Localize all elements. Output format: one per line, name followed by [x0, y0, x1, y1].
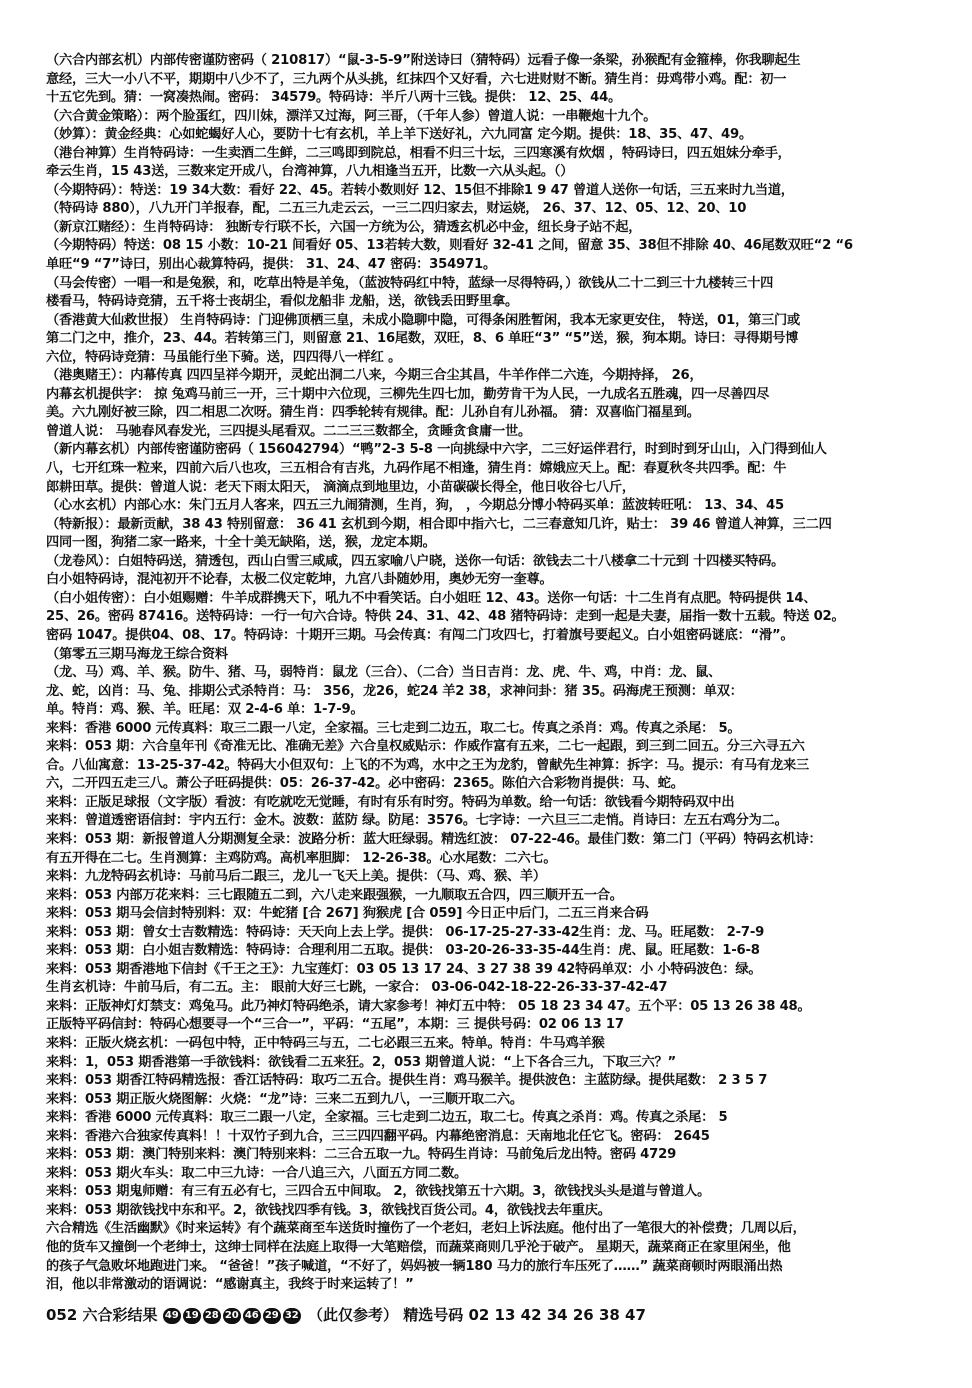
- text-line: 白小姐特码诗，混沌初开不论春，太极二仪定乾坤，九宫八卦随妙用，奥妙无穷一奎尊。: [46, 572, 553, 588]
- text-line: 密码 1047。提供04、08、17。特码诗：十期开三期。马会传真：有闯二门攻四七，打着旗号要起义。白小姐密码谜底：“滑”。: [46, 627, 794, 643]
- text-line: 楼看马，特码诗竞猜，五千将士丧胡尘，看似龙船非 龙船，送，欲钱丢田野里拿。: [46, 294, 518, 310]
- result-ball: 20: [223, 1308, 241, 1324]
- text-line: （港奥赌王）：内幕传真 四四呈祥今期开，灵蛇出洞二八来，今期三合尘其昌，牛羊作伴二六连，今期持择， 26，: [46, 368, 703, 384]
- text-line: 来料：053 期香江特码精选报：香江话特码：取巧二五合。提供生肖：鸡马猴羊。提供波色：主蓝防绿。提供尾数： 2 3 5 7: [46, 1073, 768, 1089]
- text-line: 的孩子气急败坏地跑进门来。 “爸爸！”孩子喊道，“不好了，妈妈被一辆180 马力的旅行车压死了……” 蔬菜商顿时两眼涌出热: [46, 1258, 783, 1274]
- text-line: 龙、蛇，凶肖：马、兔、排期公式杀特肖：马： 356，龙26，蛇24 羊2 38，求神问卦：猪 35。码海虎王预测：单双：: [46, 683, 743, 699]
- result-footer: [46, 1303, 928, 1327]
- text-line: 八，七开红珠一粒来，四前六后八也攻，三五相合有吉兆，九码作尾不相逢，猜生肖：嫦娥应天上。配：春夏秋冬共四季。配：牛: [46, 461, 787, 477]
- text-line: （新内幕玄机）内部传密谨防密码（ 156042794）“鸭”2-3 5-8 一向挑绿中六字，二三好运伴君行，时到时到牙山山，入门得到仙人: [46, 442, 827, 458]
- result-label: 052 六合彩结果: [46, 1306, 158, 1324]
- text-line: 他的货车又撞倒一个老绅士，这绅士同样在法庭上取得一大笔赔偿，而蔬菜商则几乎沦于破产。 星期天，蔬菜商正在家里闲坐，他: [46, 1240, 791, 1255]
- text-line: 六，二开四五走三八。萧公子旺码提供：05：26-37-42。必中密码：2365。陈伯六合彩物肖提供：马、蛇。: [46, 776, 684, 792]
- text-line: 来料：053 期：新报曾道人分期测复全录：波路分析：蓝大旺绿弱。精选红波： 07-22-46。最佳门数：第二门（平码）特码玄机诗：: [46, 831, 822, 847]
- text-line: 有五开得在二七。生肖测算：主鸡防鸡。高机率胆脚： 12-26-38。心水尾数：二六七。: [46, 850, 557, 866]
- text-line: 曾道人说： 马驰春风春发光，三四提头尾看双。二二三三数都全，贪睡贪食庸一世。: [46, 423, 531, 439]
- text-line: （心水玄机）内部心水：朱门五月人客来，四五三九闹猜测，生肖，狗， ，今期总分博小特码买单：蓝波转旺吼： 13、34、45: [46, 498, 784, 514]
- text-line: 牵云生肖，15 43送，三数来定开成八，台湾神算，八九相逢当五开，比数一六从头起。（）: [46, 164, 574, 180]
- text-line: 内幕玄机提供字： 掠 兔鸡马前三一开，三十期中六位现，三柳先生四七加，勤劳肯干为人民，一九成名五胜魂，四一尽善四尽: [46, 386, 770, 402]
- text-line: （港台神算）生肖特码诗：一生卖酒二生鲜，二三鸣即到院总，相看不归三十坛，三四寒溪有炊烟 ，特码诗曰，四五姐妹分牵手，: [46, 145, 791, 161]
- text-line: 来料：053 期正版火烧图解：火烧：“龙”诗：三来二五到九八，一三顺开取二六。: [46, 1091, 523, 1107]
- result-note: （此仅参考） 精选号码 02 13 42 34 26 38 47: [308, 1306, 646, 1324]
- result-ball: 29: [263, 1308, 281, 1324]
- text-line: 来料：053 内部万花来料：三七跟随五二到，六八走来跟强猴，一九顺取五合四，四三顺开五一合。: [46, 887, 623, 903]
- text-line: 六合精选《生活幽默》《时来运转》有个蔬菜商至车送货时撞伤了一个老妇，老妇上诉法庭。他付出了一笔很大的补偿费；几周以后，: [46, 1221, 806, 1237]
- result-ball: 19: [183, 1308, 201, 1324]
- result-ball: 32: [283, 1308, 301, 1324]
- text-line: 四同一图，狗猪二家一路来，十全十美无缺陷，送，猴，龙定本期。: [46, 535, 436, 551]
- text-line: 十五它先到。猜：一窝凑热闹。密码： 34579。特码诗：半斤八两十三钱。提供： 12、25、44。: [46, 90, 622, 106]
- text-line: 第二门之中，推介，23、44。若转第三门，则留意 21、16尾数，双旺，8、6 单旺“3” “5”送，猴，狗本期。诗曰：寻得期号博: [46, 331, 799, 347]
- text-line: 泪，他以非常激动的语调说：“感谢真主，我终于时来运转了！”: [46, 1277, 414, 1293]
- text-line: 来料：正版神灯灯禁支：鸡兔马。此乃神灯特码绝杀，请大家参考！神灯五中特： 05 18 23 34 47。五个平：05 13 26 38 48。: [46, 998, 811, 1014]
- text-line: 来料：053 期：白小姐吉数精选：特码诗：合理利用二五取。提供： 03-20-26-33-35-44生肖：虎、鼠。旺尾数：1-6-8: [46, 943, 760, 959]
- text-line: 来料：九龙特码玄机诗：马前马后二跟三，龙儿一飞天上美。提供：（马、鸡、猴、羊）: [46, 869, 546, 885]
- text-line: 来料：053 期：曾女士吉数精选：特码诗：天天向上去上学。提供： 06-17-25-27-33-42生肖：龙、马。旺尾数： 2-7-9: [46, 924, 765, 940]
- result-balls: [163, 1306, 303, 1324]
- text-line: （新京江赌经）：生肖特码诗： 独断专行联不长，六国一方统为公，猜透玄机必中金，纽长身子站不起，: [46, 219, 642, 235]
- text-line: 来料：053 期马会信封特别料：双：牛蛇猪 [合 267] 狗猴虎 [合 059] 今日正中后门，二五三肖来合码: [46, 906, 649, 922]
- text-line: 来料：香港六合独家传真料！！十双竹子到九合，三三四四翻平码。内幕绝密消息：天南地北任它飞。密码： 2645: [46, 1128, 710, 1144]
- text-line: 六位，特码诗竞猜：马虽能行坐下骑。送，四四得八一样红 。: [46, 349, 402, 365]
- text-line: 美。六九刚好被三除，四二相思二次呀。猜生肖：四季轮转有规律。配：儿孙自有儿孙福。 猜：双喜临门福星到。: [46, 405, 700, 421]
- text-line: （特新报）：最新贡献，38 43 特别留意： 36 41 玄机到今期，相合即中指六七，二三春意知几许，贴士： 39 46 曾道人神算，三二四: [46, 516, 832, 532]
- text-line: 来料：053 期火车头：取二中三九诗：一合八追三六，八面五方同二数。: [46, 1165, 467, 1181]
- text-line: 来料：053 期鬼师赠：有三有五必有七，三四合五中间取。 2，欲钱找第五十六期。3，欲钱找头头是道与曾道人。: [46, 1184, 711, 1200]
- text-line: 生肖玄机诗：牛前马后，有二五。主： 眼前大好三七跳，一家合： 03-06-042-18-22-26-33-37-42-47: [46, 980, 668, 996]
- document-body: [46, 52, 928, 1295]
- text-line: （第零五三期马海龙王综合资料: [46, 646, 228, 662]
- text-line: 来料：053 期香港地下信封《千王之王》：九宝莲灯：03 05 13 17 24、3 27 38 39 42特码单双：小 小特码波色：绿。: [46, 961, 762, 977]
- text-line: 正版特平码信封：特码心想要寻一个“三合一”，平码：“五尾”，本期：三 提供号码：02 06 13 17: [46, 1017, 624, 1033]
- text-line: （特码诗 880），八九开门羊报春，配，二五三九走云云，一三二四归家去，财运娆， 26、37、12、05、12、20、10: [46, 201, 747, 217]
- text-line: 合。八仙寓意：13-25-37-42。特码大小但双句：上飞的不为鸡，水中之王为龙豹，曾献先生神算：拆字：马。提示：有马有龙来三: [46, 757, 809, 773]
- text-line: 来料：曾道透密语信封：宇内五行：金木。波数：蓝防 绿。防尾：3576。七字诗：一六旦三二走悄。肖诗曰：左五右鸡分为二。: [46, 813, 788, 829]
- text-line: （今期特码）特送：08 15 小数：10-21 间看好 05、13若转大数，则看好 32-41 之间，留意 35、38但不排除 40、46尾数双旺“2 “6: [46, 238, 853, 254]
- text-line: （妙算）：黄金经典：心如蛇蝎好人心，要防十七有玄机，羊上羊下送好礼，六九同富 定今期。提供：18、35、47、49。: [46, 127, 752, 143]
- text-line: 来料：053 期：澳门特别来料：澳门特别来料：二三合五取一九。特码生肖诗：马前兔后龙出特。密码 4729: [46, 1147, 677, 1163]
- result-ball: 46: [243, 1308, 261, 1324]
- text-line: 25、26。密码 87416。送特码诗：一行一句六合诗。特供 24、31、42、48 猪特码诗：走到一起是夫妻，届指一数十五载。特送 02。: [46, 609, 845, 625]
- text-line: 来料：正版足球报（文字版）看波：有吃就吃无觉睡，有时有乐有时穷。特码为单数。给一句话：欲钱看今期特码双中出: [46, 794, 735, 810]
- text-line: 来料：正版火烧玄机：一码包中特，正中特码三与五，二七必跟三五来。特单。特肖：牛马鸡羊猴: [46, 1035, 605, 1051]
- text-line: （马会传密）一唱一和是兔猴，和，吃草出特是羊兔，（蓝波特码红中特，蓝绿一尽得特码，）欲钱从二十二到三十九楼转三十四: [46, 275, 774, 291]
- text-line: 郎耕田草。提供：曾道人说：老天下雨太阳天， 滴滴点到地里边，小苗碳碳长得全，他日收谷七八斤，: [46, 479, 635, 495]
- text-line: 单旺“9 “7”诗曰，别出心裁算特码，提供： 31、24、47 密码：354971。: [46, 257, 496, 273]
- text-line: （六合内部玄机）内部传密谨防密码（ 210817）“鼠-3-5-9”附送诗曰（猜特码）远看子像一条梁，孙猴配有金箍棒，你我聊起生: [46, 53, 801, 68]
- text-line: 来料：053 期：六合皇年刊《奇准无比、准确无差》六合皇权威贴示：作威作富有五来，二七一起跟，到三到二回五。分三六寻五六: [46, 739, 805, 755]
- text-line: （香港黄大仙救世报） 生肖特码诗：门迎佛顶栖三皇，未成小隐聊中隐，可得条闲胜暂闲，我本无家更安住， 特送，01，第三门或: [46, 312, 801, 328]
- text-line: 来料：053 期欲钱找中东和平。2，欲钱找四季有钱。3，欲钱找百货公司。4，欲钱找去年重庆。: [46, 1202, 611, 1218]
- text-line: 来料：香港 6000 元传真料：取三二跟一八定，全家福。三七走到二边五，取二七。传真之杀肖：鸡。传真之杀尾： 5: [46, 1110, 728, 1126]
- text-line: 来料：香港 6000 元传真料：取三二跟一八定，全家福。三七走到二边五，取二七。传真之杀肖：鸡。传真之杀尾： 5。: [46, 720, 741, 736]
- text-line: （龙、马）鸡、羊、猴。防牛、猪、马，弱特肖：鼠龙（三合）、（二合）当日吉肖：龙、虎、牛、鸡，中肖：龙、鼠、: [46, 665, 722, 681]
- text-line: （六合黄金策略）：两个脸蛋红，四川妹，漂洋又过海，阿三哥，（千年人参）曾道人说：一串鞭炮十九个。: [46, 108, 657, 124]
- result-ball: 49: [163, 1308, 181, 1324]
- text-line: 单。特肖：鸡、猴、羊。旺尾：双 2-4-6 单：1-7-9。: [46, 702, 364, 718]
- text-line: 意经，三大一小八不平，期期中八少不了，三九两个从头挑，红抹四个又好看，六七进财财不断。猜生肖：毋鸡带小鸡。配：初一: [46, 71, 787, 87]
- text-line: （白小姐传密）：白小姐赐赠：牛羊成群携天下，吼九不中看笑话。白小姐旺 12、43。送你一句话：十二生肖有点肥。特码提供 14、: [46, 590, 817, 606]
- text-line: （今期特码）：特送：19 34大数：看好 22、45。若转小数则好 12、15但不排除1 9 47 曾道人送你一句话，三五来时九当道，: [46, 182, 794, 198]
- text-line: 来料：1，053 期香港第一手欲钱料：欲钱看二五来狂。2，053 期曾道人说：“上下各合三九，下取三六？”: [46, 1054, 677, 1070]
- text-line: （龙卷风）：白姐特码送，猜透包，西山白雪三咸咸，四五家喻八户晓，送你一句话：欲钱去二十八楼拿二十元到 十四楼买特码。: [46, 553, 785, 569]
- result-ball: 28: [203, 1308, 221, 1324]
